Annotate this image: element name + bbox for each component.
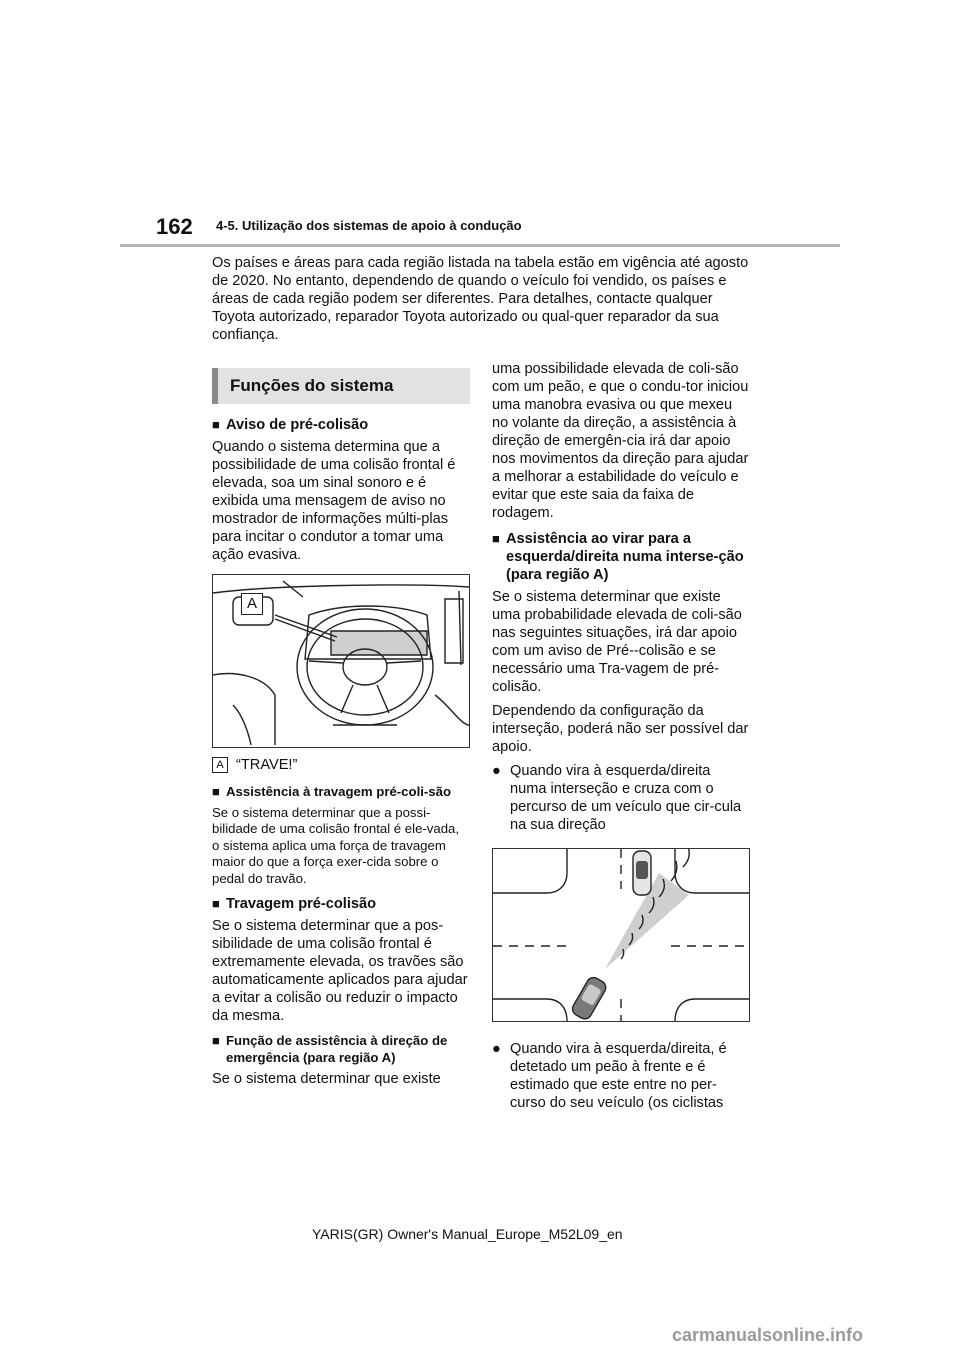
square-bullet-icon: ■ — [212, 1033, 220, 1048]
heading-text: Aviso de pré-colisão — [226, 417, 369, 433]
assistencia-virar-text-1: Se o sistema determinar que existe uma probabilidade elevada de coli-são nas seguintes situações, irá dar apoio com um aviso de Pré--colisão e se necessário uma Tra-vagem de pré-colisão. — [492, 589, 742, 695]
square-bullet-icon: ■ — [212, 417, 220, 432]
watermark: carmanualsonline.info — [672, 1325, 864, 1345]
heading-text: Assistência ao virar para a esquerda/direita numa interse-ção (para região A) — [506, 531, 744, 583]
intro-paragraph: Os países e áreas para cada região listada na tabela estão em vigência até agosto de 2020. No entanto, dependendo de quando o veículo foi vendido, os países e áreas de cada região podem ser diferentes. Para detalhes, contacte qualquer Toyota autorizado, reparador Toyota autorizado ou qual-quer reparador da sua confiança. — [212, 255, 749, 343]
chapter-title: 4-5. Utilização dos sistemas de apoio à condução — [216, 218, 522, 233]
left-column — [212, 360, 470, 1094]
bullet-dot-icon: ● — [492, 763, 501, 779]
bullet-text: Quando vira à esquerda/direita numa interseção e cruza com o percurso de um veículo que cir-cula na sua direção — [510, 763, 742, 833]
travagem-text: Se o sistema determinar que a pos-sibilidade de uma colisão frontal é extremamente elevada, os travões são automaticamente aplicados para ajudar a evitar a colisão ou reduzir o impacto da mesma. — [212, 918, 468, 1024]
dashboard-illustration — [212, 574, 470, 748]
heading-aviso — [212, 416, 470, 434]
square-bullet-icon: ■ — [492, 531, 500, 546]
intersection-illustration — [492, 848, 750, 1022]
heading-funcao-direcao — [212, 1033, 470, 1066]
bullet-item — [492, 1040, 750, 1112]
heading-text: Travagem pré-colisão — [226, 896, 377, 912]
figure-caption — [212, 756, 470, 774]
funcao-direcao-text: Se o sistema determinar que existe — [212, 1071, 441, 1087]
bullet-text: Quando vira à esquerda/direita, é detetado um peão à frente e é estimado que este entre no per-curso do seu veículo (os ciclistas — [510, 1041, 727, 1111]
bullet-dot-icon: ● — [492, 1041, 501, 1057]
bullet-item — [492, 762, 750, 834]
heading-assistencia-travagem — [212, 784, 470, 801]
assistencia-travagem-text: Se o sistema determinar que a possi-bilidade de uma colisão frontal é ele-vada, o sistema aplica uma força de travagem maior do que a força exer-cida sobre o pedal do travão. — [212, 804, 460, 886]
footer-text: YARIS(GR) Owner's Manual_Europe_M52L09_en — [312, 1226, 623, 1242]
heading-text: Função de assistência à direção de emergência (para região A) — [226, 1033, 448, 1065]
square-bullet-icon: ■ — [212, 896, 220, 911]
continuation-text: uma possibilidade elevada de coli-são com um peão, e que o condu-tor iniciou uma manobra evasiva ou que mexeu no volante da direção, a assistência à direção de emergên-cia irá dar apoio nos movimentos da direção para ajudar a melhorar a estabilidade do veículo e evitar que este saia da faixa de rodagem. — [492, 361, 749, 521]
page-number: 162 — [156, 214, 193, 239]
heading-text: Assistência à travagem pré-coli-são — [226, 784, 452, 799]
caption-label: A — [212, 757, 228, 773]
heading-travagem — [212, 895, 470, 913]
square-bullet-icon: ■ — [212, 784, 220, 799]
right-column — [492, 360, 750, 1118]
heading-assistencia-virar — [492, 530, 750, 584]
section-heading: Funções do sistema — [212, 368, 470, 404]
assistencia-virar-text-2: Dependendo da configuração da interseção, poderá não ser possível dar apoio. — [492, 703, 749, 755]
caption-text: “TRAVE!” — [236, 757, 298, 773]
header-divider — [120, 244, 840, 247]
callout-label: A — [241, 593, 263, 615]
aviso-text: Quando o sistema determina que a possibilidade de uma colisão frontal é elevada, soa um sinal sonoro e é exibida uma mensagem de aviso no mostrador de informações múlti-plas para incitar o condutor a tomar uma ação evasiva. — [212, 439, 456, 563]
